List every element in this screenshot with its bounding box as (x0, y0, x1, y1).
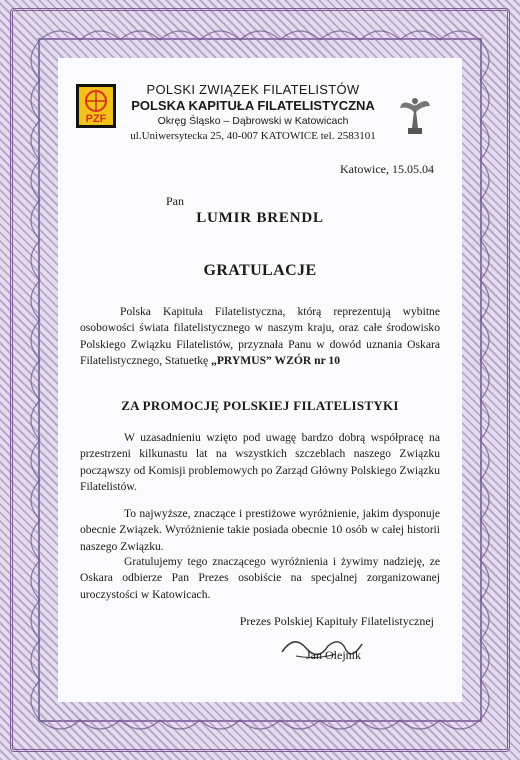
award-subtitle: ZA PROMOCJĘ POLSKIEJ FILATELISTYKI (121, 398, 399, 413)
org-address: ul.Uniwersytecka 25, 40-007 KATOWICE tel. 2583101 (130, 130, 376, 142)
certificate-title: GRATULACJE (203, 262, 317, 279)
paragraph-award (80, 304, 440, 370)
salutation: Pan (166, 194, 184, 208)
paragraph-prestige: To najwyższe, znaczące i prestiżowe wyróżnienie, jakim dysponuje obecnie Związek. Wyróżnienie takie posiada obecnie 10 osób w całej historii naszego Związku. (80, 507, 440, 553)
award-text: Polska Kapituła Filatelistyczna, którą reprezentują wybitne osobowości świata filatelistycznego w naszym kraju, oraz całe środowisko Polskiego Związku Filatelistów, przyznała Panu w dowód uznania Oskara Filatelistycznego, Statuetkę (80, 305, 440, 368)
signatory-title: Prezes Polskiej Kapituły Filatelistycznej (239, 614, 434, 628)
org-name: POLSKI ZWIĄZEK FILATELISTÓW (146, 82, 360, 97)
paragraph-congratulations: Gratulujemy tego znaczącego wyróżnienia i żywimy nadzieję, ze Oskara odbierze Pan Prezes osobiście na specjalnej zorganizowanej uroczystości w Katowicach. (80, 555, 440, 601)
letterhead (58, 70, 462, 160)
recipient-name: LUMIR BRENDL (196, 210, 324, 226)
svg-text:PZF: PZF (85, 113, 107, 125)
winged-statue-icon (398, 92, 432, 136)
chapter-name: POLSKA KAPITUŁA FILATELISTYCZNA (131, 98, 375, 113)
district-name: Okręg Śląsko – Dąbrowski w Katowicach (157, 115, 349, 127)
certificate-body (58, 58, 462, 702)
award-name: „PRYMUS” WZÓR nr 10 (211, 354, 341, 368)
paragraph-justification: W uzasadnieniu wzięto pod uwagę bardzo dobrą współpracę na przestrzeni kilkunastu lat na wszystkich szczeblach naszego Związku począwszy od Komisji problemowych po Zarząd Główny Polskiego Związku Filatelistów. (80, 431, 440, 494)
signatory-name: Jan Olejnik (306, 648, 361, 662)
issue-date: Katowice, 15.05.04 (340, 162, 434, 176)
